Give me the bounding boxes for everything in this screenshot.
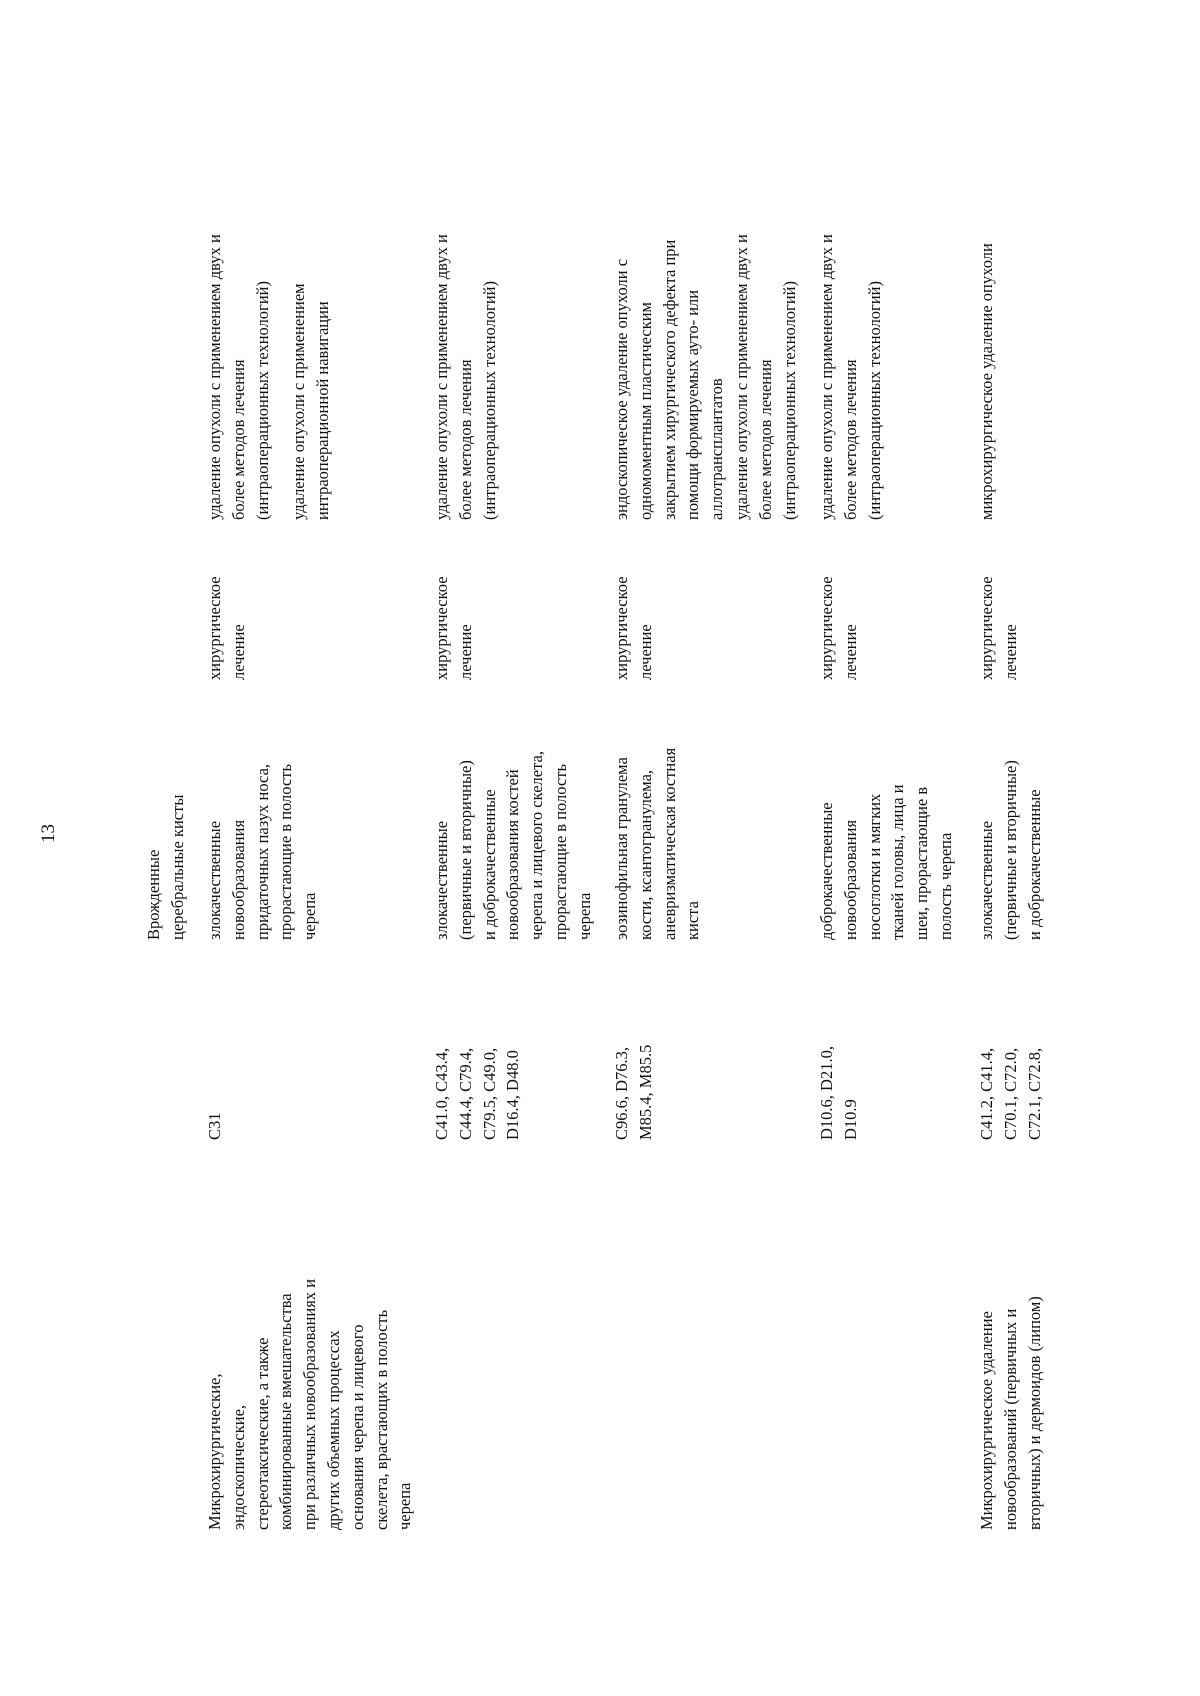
codes-granuloma: C96.6, D76.3, M85.4, M85.5 <box>612 1044 655 1140</box>
codes-c31: C31 <box>205 1112 224 1140</box>
treatment-type: хирургическое лечение <box>817 576 860 680</box>
treatment-method: удаление опухоли с применением двух и более методов лечения (интраоперационных технологий) <box>205 234 272 520</box>
treatment-method: удаление опухоли с применением интраоперационной навигации <box>289 283 332 520</box>
disease-dermoids: злокачественные (первичные и вторичные) и доброкачественные <box>977 760 1044 940</box>
treatment-type: хирургическое лечение <box>432 576 475 680</box>
treatment-type: хирургическое лечение <box>612 576 655 680</box>
disease-nasopharynx: доброкачественные новообразования носоглотки и мягких тканей головы, лица и шеи, прорастающие в полость черепа <box>817 784 955 940</box>
treatment-method: удаление опухоли с применением двух и более методов лечения (интраоперационных технологий) <box>732 234 799 520</box>
medical-care-table <box>144 230 1070 1530</box>
treatment-method: эндоскопическое удаление опухоли с одномоментным пластическим закрытием хирургического дефекта при помощи формируемых ауто- или аллотрансплантатов <box>612 239 727 520</box>
codes-dermoids: C41.2, C41.4, C70.1, C72.0, C72.1, C72.8, <box>977 1047 1044 1140</box>
congenital-cysts-disease: Врожденные церебральные кисты <box>144 794 187 940</box>
disease-granuloma: эозинофильная гранулема кости, ксантогранулема, аневризматическая костная киста <box>612 747 703 940</box>
codes-nasopharynx: D10.6, D21.0, D10.9 <box>817 1046 860 1140</box>
treatment-method: микрохирургическое удаление опухоли <box>977 243 996 520</box>
treatment-type: хирургическое лечение <box>205 576 248 680</box>
treatment-method: удаление опухоли с применением двух и более методов лечения (интраоперационных технологий) <box>432 234 499 520</box>
page-number: 13 <box>38 824 59 843</box>
treatment-type: хирургическое лечение <box>977 576 1020 680</box>
disease-skull-bones: злокачественные (первичные и вторичные) и доброкачественные новообразования костей черепа и лицевого скелета, прорастающие в полость черепа <box>432 751 594 940</box>
codes-skull-bones: C41.0, C43.4, C44.4, C79.4, C79.5, C49.0, D16.4, D48.0 <box>432 1047 523 1140</box>
method-name-dermoids: Микрохирургическое удаление новообразований (первичных и вторичных) и дермоидов (липом) <box>977 1296 1044 1530</box>
treatment-method: удаление опухоли с применением двух и более методов лечения (интраоперационных технологий) <box>817 234 884 520</box>
disease-sinus-malignant: злокачественные новообразования придаточных пазух носа, прорастающие в полость черепа <box>205 763 320 940</box>
method-name-skull-base: Микрохирургические, эндоскопические, стереотаксические, а также комбинированные вмешательства при различных новообразованиях и других объемных процессах основания черепа и лицевого скелета, врастающих в полость черепа <box>205 1278 415 1530</box>
